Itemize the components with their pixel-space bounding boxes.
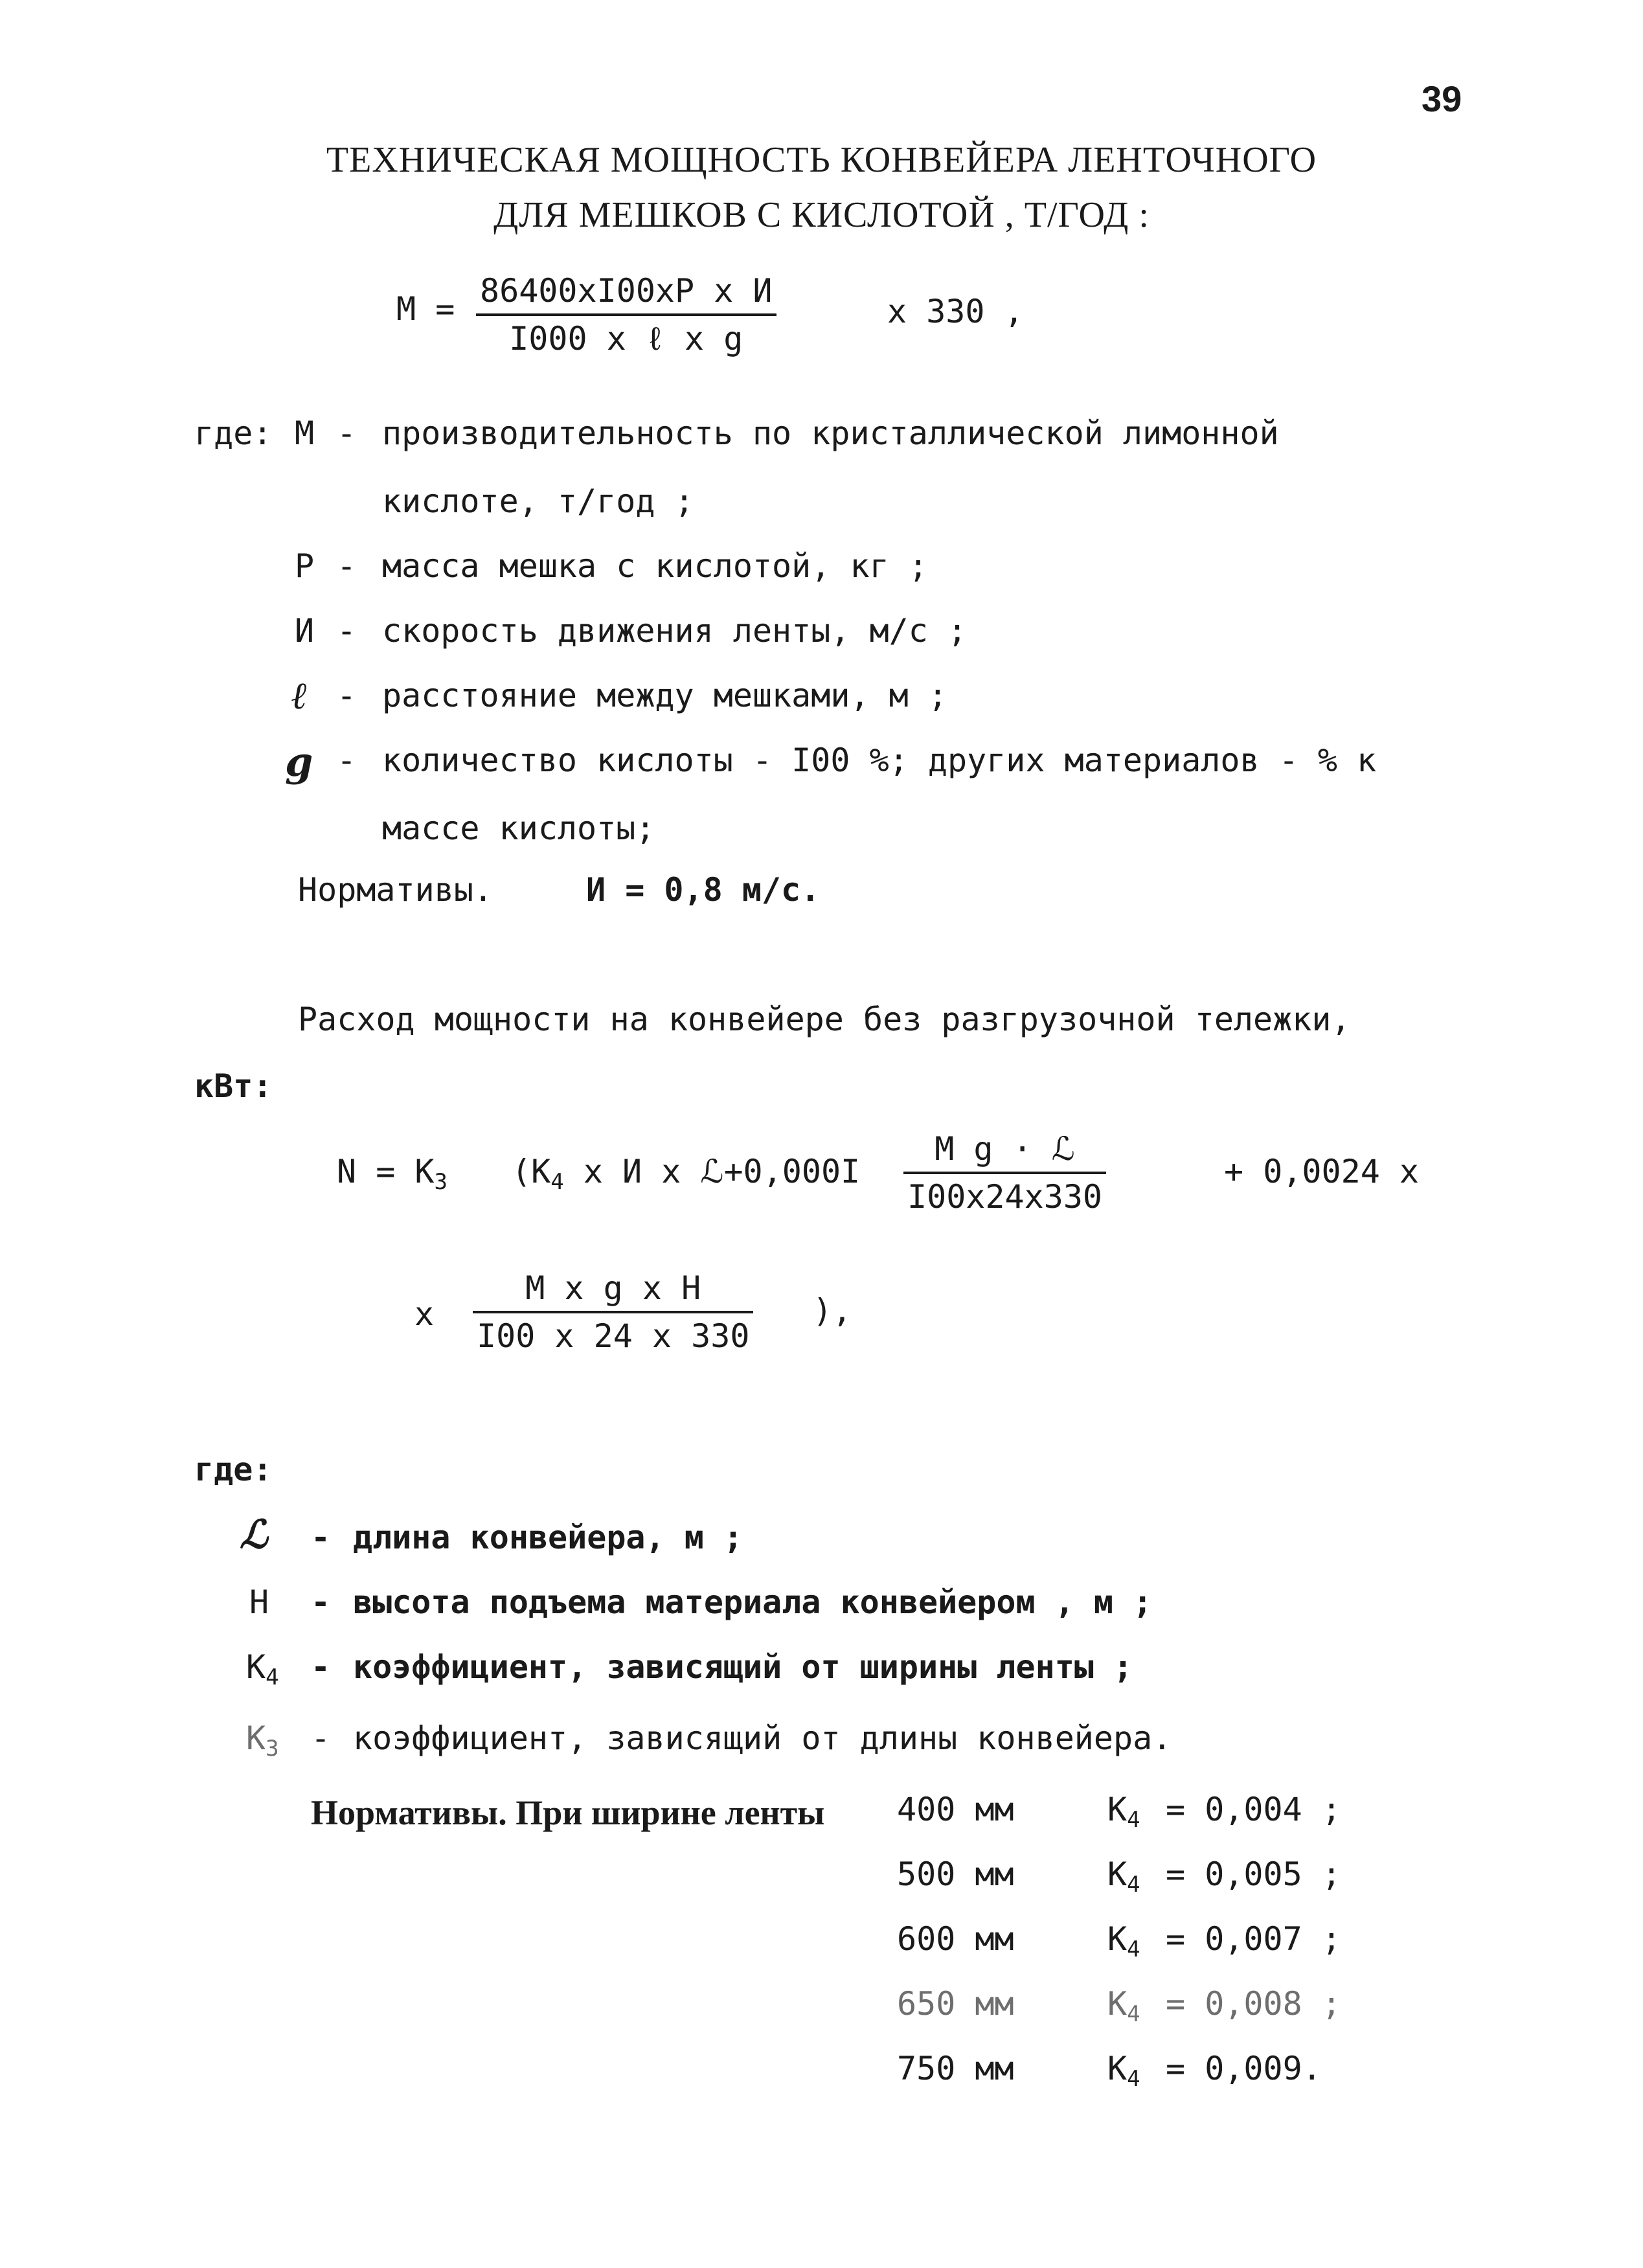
def-text-g-cont: массе кислоты; [382, 810, 655, 847]
formula-2-frac-1-numerator: М g · ℒ [935, 1130, 1075, 1168]
norms-row-k-letter: K [1107, 1855, 1127, 1893]
formula-2-k-subscript: 3 [434, 1169, 448, 1195]
norms-row-k-letter: K [1107, 1985, 1127, 2023]
def-dash: - [337, 677, 357, 714]
definitions-1-intro: где: [194, 414, 273, 452]
norms-row-k [1107, 2050, 1140, 2092]
def-symbol-l: ℓ [291, 674, 308, 718]
norms-row-k-subscript: 4 [1127, 1807, 1140, 1833]
norms-row-k-letter: K [1107, 1920, 1127, 1958]
def-text-l: расстояние между мешками, м ; [382, 677, 947, 714]
def-dash: - [311, 1583, 331, 1621]
norms-row-k [1107, 1920, 1140, 1962]
formula-2-frac-1-denominator: I00x24x330 [907, 1178, 1103, 1216]
def-text-g: количество кислоты - I00 %; других материалов - % к [382, 742, 1377, 779]
definitions-2-intro: где: [194, 1451, 273, 1488]
def-symbol-k4-subscript: 4 [266, 1664, 279, 1690]
norms-row-k [1107, 1855, 1140, 1898]
formula-2-lhs [337, 1153, 448, 1195]
def-symbol-i: И [295, 612, 315, 650]
def-symbol-m: М [295, 414, 315, 452]
norms-row-value: = 0,007 ; [1166, 1920, 1341, 1958]
formula-2-lhs-text: N = K [337, 1153, 435, 1190]
def-symbol-p: Р [295, 547, 315, 585]
def-symbol-k4-letter: K [246, 1648, 266, 1686]
fraction-bar [473, 1311, 753, 1313]
def-text-m-cont: кислоте, т/год ; [382, 482, 694, 520]
def-dash: - [311, 1719, 331, 1757]
formula-2-close: ), [813, 1292, 852, 1330]
norms-row-value: = 0,004 ; [1166, 1791, 1341, 1828]
def-symbol-g: g [285, 738, 313, 786]
norms-2-label: Нормативы. При ширине ленты [311, 1793, 825, 1832]
page-title-line-1: ТЕХНИЧЕСКАЯ МОЩНОСТЬ КОНВЕЙЕРА ЛЕНТОЧНОГО [326, 140, 1317, 180]
def-dash: - [311, 1519, 331, 1556]
def-symbol-length: ℒ [240, 1512, 268, 1558]
norms-row-value: = 0,009. [1166, 2050, 1322, 2087]
formula-2-frac-2-numerator: М x g x Н [525, 1269, 701, 1307]
formula-2-fraction-2 [473, 1269, 753, 1355]
page-title-line-2: ДЛЯ МЕШКОВ С КИСЛОТОЙ , Т/ГОД : [493, 195, 1150, 235]
page-number: 39 [1422, 78, 1462, 119]
formula-1-numerator: 86400xI00xP x И [480, 272, 773, 310]
def-symbol-k3-letter: K [246, 1719, 266, 1757]
power-intro-line-2: кВт: [194, 1067, 273, 1105]
def-symbol-h: Н [249, 1583, 269, 1621]
norms-row-k-subscript: 4 [1127, 2066, 1140, 2092]
formula-2-mid-subscript: 4 [550, 1169, 564, 1195]
norms-row-width: 500 мм [897, 1855, 1014, 1893]
formula-1-tail: x 330 , [887, 293, 1024, 330]
def-symbol-k3-subscript: 3 [266, 1736, 279, 1762]
formula-1-denominator: I000 x ℓ x g [509, 320, 743, 357]
def-text-p: масса мешка с кислотой, кг ; [382, 547, 928, 585]
formula-2-tail: + 0,0024 x [1224, 1153, 1420, 1190]
norms-row-k-subscript: 4 [1127, 1936, 1140, 1962]
norms-row-width: 750 мм [897, 2050, 1014, 2087]
power-intro-line-1: Расход мощности на конвейере без разгрузочной тележки, [298, 1001, 1351, 1038]
formula-2-fraction-1 [903, 1130, 1106, 1216]
def-text-m: производительность по кристаллической лимонной [382, 414, 1279, 452]
norms-1-label: Нормативы. [298, 871, 493, 909]
norms-row-k-letter: K [1107, 2050, 1127, 2087]
formula-2-line-2-prefix: x [414, 1295, 435, 1333]
norms-1-value: И = 0,8 м/с. [586, 871, 821, 909]
norms-row-value: = 0,005 ; [1166, 1855, 1341, 1893]
def-dash: - [337, 547, 357, 585]
norms-row-k-letter: K [1107, 1791, 1127, 1828]
def-dash: - [337, 742, 357, 779]
formula-1-fraction [476, 272, 776, 360]
formula-2-mid [512, 1153, 860, 1195]
def-dash: - [337, 612, 357, 650]
norms-row-k-subscript: 4 [1127, 2001, 1140, 2027]
norms-row-width: 600 мм [897, 1920, 1014, 1958]
formula-1-lhs: М = [396, 290, 455, 328]
norms-row-k-subscript: 4 [1127, 1872, 1140, 1898]
def-text-h: высота подъема материала конвейером , м ; [353, 1583, 1153, 1621]
def-dash: - [311, 1648, 331, 1686]
def-symbol-k4 [246, 1648, 279, 1690]
norms-row-value: = 0,008 ; [1166, 1985, 1341, 2023]
def-text-k4: коэффициент, зависящий от ширины ленты ; [353, 1648, 1133, 1686]
norms-row-k [1107, 1985, 1140, 2027]
def-text-k3: коэффициент, зависящий от длины конвейера. [353, 1719, 1172, 1757]
fraction-bar [903, 1172, 1106, 1174]
def-text-i: скорость движения ленты, м/с ; [382, 612, 968, 650]
formula-2-mid-text: x И x ℒ+0,000I [583, 1153, 861, 1190]
formula-2-mid-prefix: (K [512, 1153, 551, 1190]
norms-row-width: 400 мм [897, 1791, 1014, 1828]
norms-row-k [1107, 1791, 1140, 1833]
def-text-length: длина конвейера, м ; [353, 1519, 743, 1556]
def-symbol-k3 [246, 1719, 279, 1762]
fraction-bar [476, 313, 776, 316]
norms-row-width: 650 мм [897, 1985, 1014, 2023]
def-dash: - [337, 414, 357, 452]
formula-2-frac-2-denominator: I00 x 24 x 330 [477, 1317, 750, 1355]
